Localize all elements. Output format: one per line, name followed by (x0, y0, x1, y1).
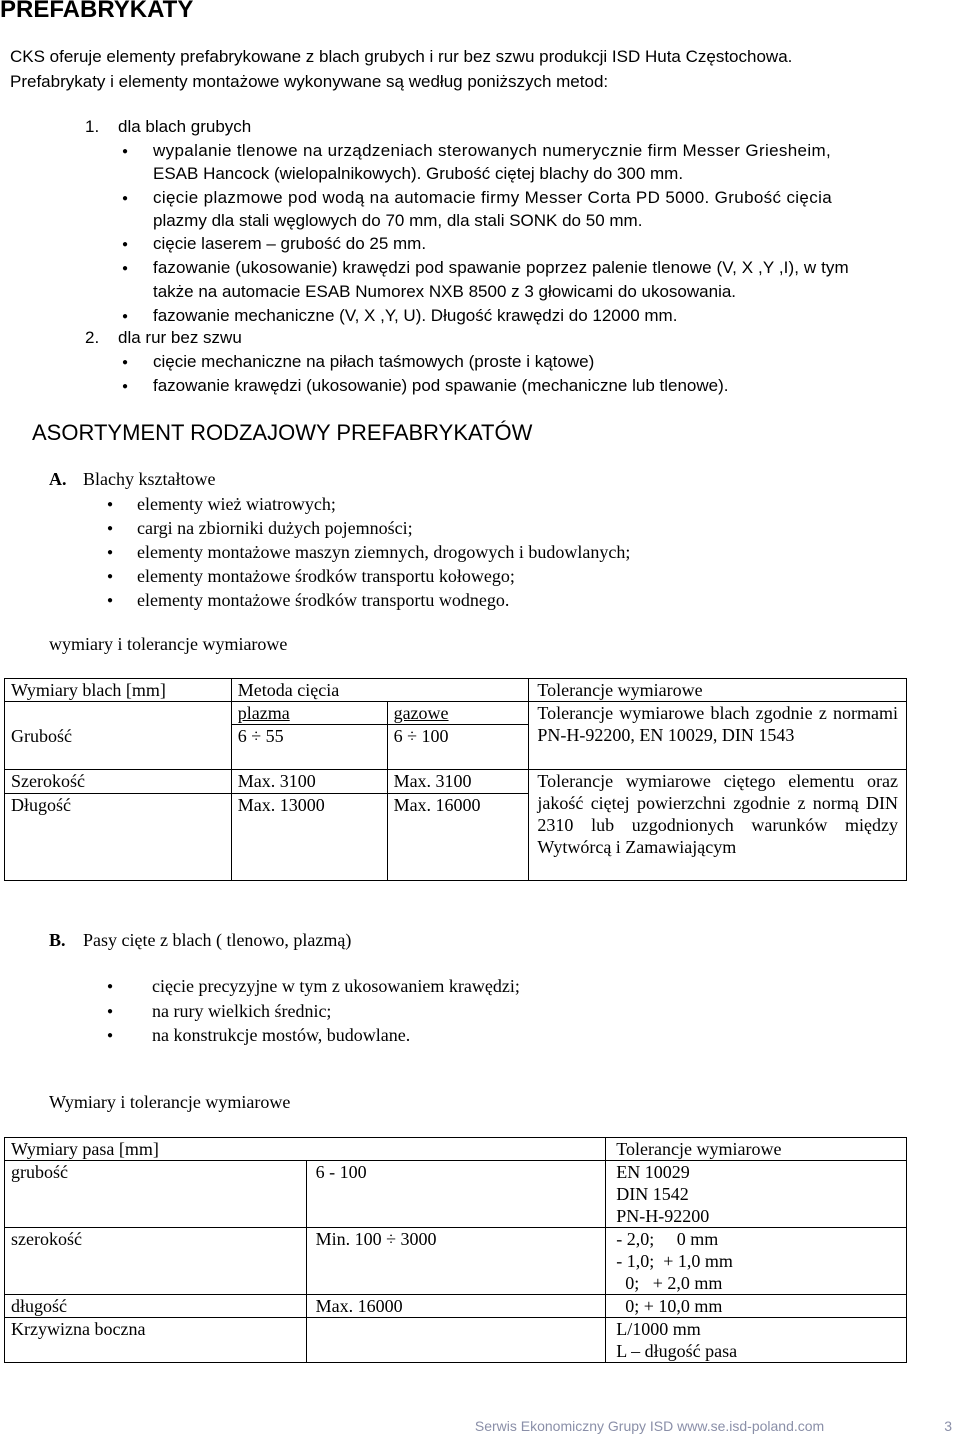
cell-gazowe: Max. 16000 (387, 794, 529, 881)
bullet-icon: ● (122, 381, 129, 392)
bullet-icon: ● (122, 357, 129, 368)
row-label: Krzywizna boczna (5, 1318, 307, 1363)
asortyment-heading: ASORTYMENT RODZAJOWY PREFABRYKATÓW (32, 420, 533, 445)
cell-plazma: Max. 13000 (231, 794, 387, 881)
row-label: Szerokość (5, 770, 232, 794)
page-title: PREFABRYKATY (0, 0, 194, 23)
m1-item-4-line-1: fazowanie (ukosowanie) krawędzi pod spawanie poprzez palenie tlenowe (V, X ,Y ,I), w tym (153, 258, 849, 277)
cell-plazma: 6 ÷ 55 (231, 725, 387, 748)
table-row (5, 1318, 907, 1363)
strip-dimensions-table (4, 1137, 907, 1363)
cell-tolerance: EN 10029 DIN 1542 PN-H-92200 (606, 1161, 907, 1228)
section-b-title: Pasy cięte z blach ( tlenowo, plazmą) (83, 930, 352, 950)
header-gazowe: gazowe (387, 702, 529, 725)
m2-item-2: fazowanie krawędzi (ukosowanie) pod spawanie (mechaniczne lub tlenowe). (153, 376, 729, 395)
row-label: Grubość (5, 725, 232, 748)
bullet-icon: ● (107, 981, 114, 992)
m1-item-3: cięcie laserem – grubość do 25 mm. (153, 234, 427, 253)
header-dimensions: Wymiary blach [mm] (5, 679, 232, 702)
table-row (5, 679, 907, 702)
bullet-icon: ● (107, 1030, 114, 1041)
section-b-item-1: cięcie precyzyjne w tym z ukosowaniem krawędzi; (152, 976, 520, 996)
bullet-icon: ● (122, 193, 129, 204)
header-plazma: plazma (231, 702, 387, 725)
cell-value: Min. 100 ÷ 3000 (306, 1228, 606, 1295)
intro-line-2: Prefabrykaty i elementy montażowe wykonywane są według poniższych metod: (10, 72, 609, 91)
footer-text: Serwis Ekonomiczny Grupy ISD www.se.isd-poland.com (474, 1418, 825, 1434)
tolerance-plates-norms: Tolerancje wymiarowe blach zgodnie z normami PN-H-92200, EN 10029, DIN 1543 (529, 702, 907, 770)
table-row (5, 1295, 907, 1318)
footer (475, 1418, 952, 1434)
bullet-icon: ● (107, 1006, 114, 1017)
cell-gazowe: Max. 3100 (387, 770, 529, 794)
cell-tolerance: - 2,0; 0 mm - 1,0; + 1,0 mm 0; + 2,0 mm (606, 1228, 907, 1295)
m1-item-2-line-1: cięcie plazmowe pod wodą na automacie firmy Messer Corta PD 5000. Grubość cięcia (153, 188, 833, 207)
m1-item-1-line-1: wypalanie tlenowe na urządzeniach sterowanych numerycznie firm Messer Griesheim, (153, 141, 832, 160)
m2-item-1: cięcie mechaniczne na piłach taśmowych (proste i kątowe) (153, 352, 595, 371)
cell-value: 6 - 100 (306, 1161, 606, 1228)
section-b-item-2: na rury wielkich średnic; (152, 1001, 332, 1021)
header-tolerances: Tolerancje wymiarowe (529, 679, 907, 702)
section-a-item-3: elementy montażowe maszyn ziemnych, drogowych i budowlanych; (137, 542, 631, 562)
method-1-title: dla blach grubych (118, 117, 252, 136)
method-1-number: 1. (85, 117, 100, 136)
row-label: Długość (5, 794, 232, 881)
section-a-item-2: cargi na zbiorniki dużych pojemności; (137, 518, 413, 538)
method-2-title: dla rur bez szwu (118, 328, 242, 347)
table-row (5, 1161, 907, 1228)
bullet-icon: ● (122, 311, 129, 322)
cell-value: Max. 16000 (306, 1295, 606, 1318)
bullet-icon: ● (122, 263, 129, 274)
table-row (5, 770, 907, 794)
bullet-icon: ● (122, 146, 129, 157)
m1-item-1-line-2: ESAB Hancock (wielopalnikowych). Grubość ciętej blachy do 300 mm. (153, 164, 684, 183)
section-a-label: A. (49, 469, 67, 489)
m1-item-5: fazowanie mechaniczne (V, X ,Y, U). Długość krawędzi do 12000 mm. (153, 306, 678, 325)
section-a-item-1: elementy wież wiatrowych; (137, 494, 336, 514)
m1-item-4-line-2: także na automacie ESAB Numorex NXB 8500 z 3 głowicami do ukosowania. (153, 282, 737, 301)
plate-dimensions-table (4, 678, 907, 881)
table-row (5, 1228, 907, 1295)
bullet-icon: ● (107, 499, 114, 510)
cell-tolerance: 0; + 10,0 mm (606, 1295, 907, 1318)
section-b-subheading: Wymiary i tolerancje wymiarowe (49, 1092, 291, 1112)
section-b-label: B. (49, 930, 66, 950)
intro-line-1: CKS oferuje elementy prefabrykowane z blach grubych i rur bez szwu produkcji ISD Huta Częstochowa. (10, 47, 793, 66)
table-row (5, 1138, 907, 1161)
cell-tolerance: L/1000 mm L – długość pasa (606, 1318, 907, 1363)
row-label: szerokość (5, 1228, 307, 1295)
header-tolerances: Tolerancje wymiarowe (606, 1138, 907, 1161)
bullet-icon: ● (107, 547, 114, 558)
section-a-subheading: wymiary i tolerancje wymiarowe (49, 634, 288, 654)
row-label: grubość (5, 1161, 307, 1228)
section-a-title: Blachy kształtowe (83, 469, 216, 489)
cell-plazma: Max. 3100 (231, 770, 387, 794)
tolerance-cut-elements: Tolerancje wymiarowe ciętego elementu oraz jakość ciętej powierzchni zgodnie z normą DIN 2310 lub uzgodnionych warunków między Wytwórcą i Zamawiającym (529, 770, 907, 881)
section-b-item-3: na konstrukcje mostów, budowlane. (152, 1025, 411, 1045)
bullet-icon: ● (122, 239, 129, 250)
m1-item-2-line-2: plazmy dla stali węglowych do 70 mm, dla stali SONK do 50 mm. (153, 211, 643, 230)
page-number: 3 (944, 1418, 952, 1434)
table-row (5, 702, 907, 725)
header-dimensions: Wymiary pasa [mm] (5, 1138, 606, 1161)
row-label: długość (5, 1295, 307, 1318)
section-a-item-4: elementy montażowe środków transportu kołowego; (137, 566, 515, 586)
bullet-icon: ● (107, 571, 114, 582)
cell-gazowe: 6 ÷ 100 (387, 725, 529, 748)
method-2-number: 2. (85, 328, 100, 347)
bullet-icon: ● (107, 523, 114, 534)
cell-value (306, 1318, 606, 1363)
section-a-item-5: elementy montażowe środków transportu wodnego. (137, 590, 510, 610)
header-method: Metoda cięcia (231, 679, 529, 702)
bullet-icon: ● (107, 595, 114, 606)
